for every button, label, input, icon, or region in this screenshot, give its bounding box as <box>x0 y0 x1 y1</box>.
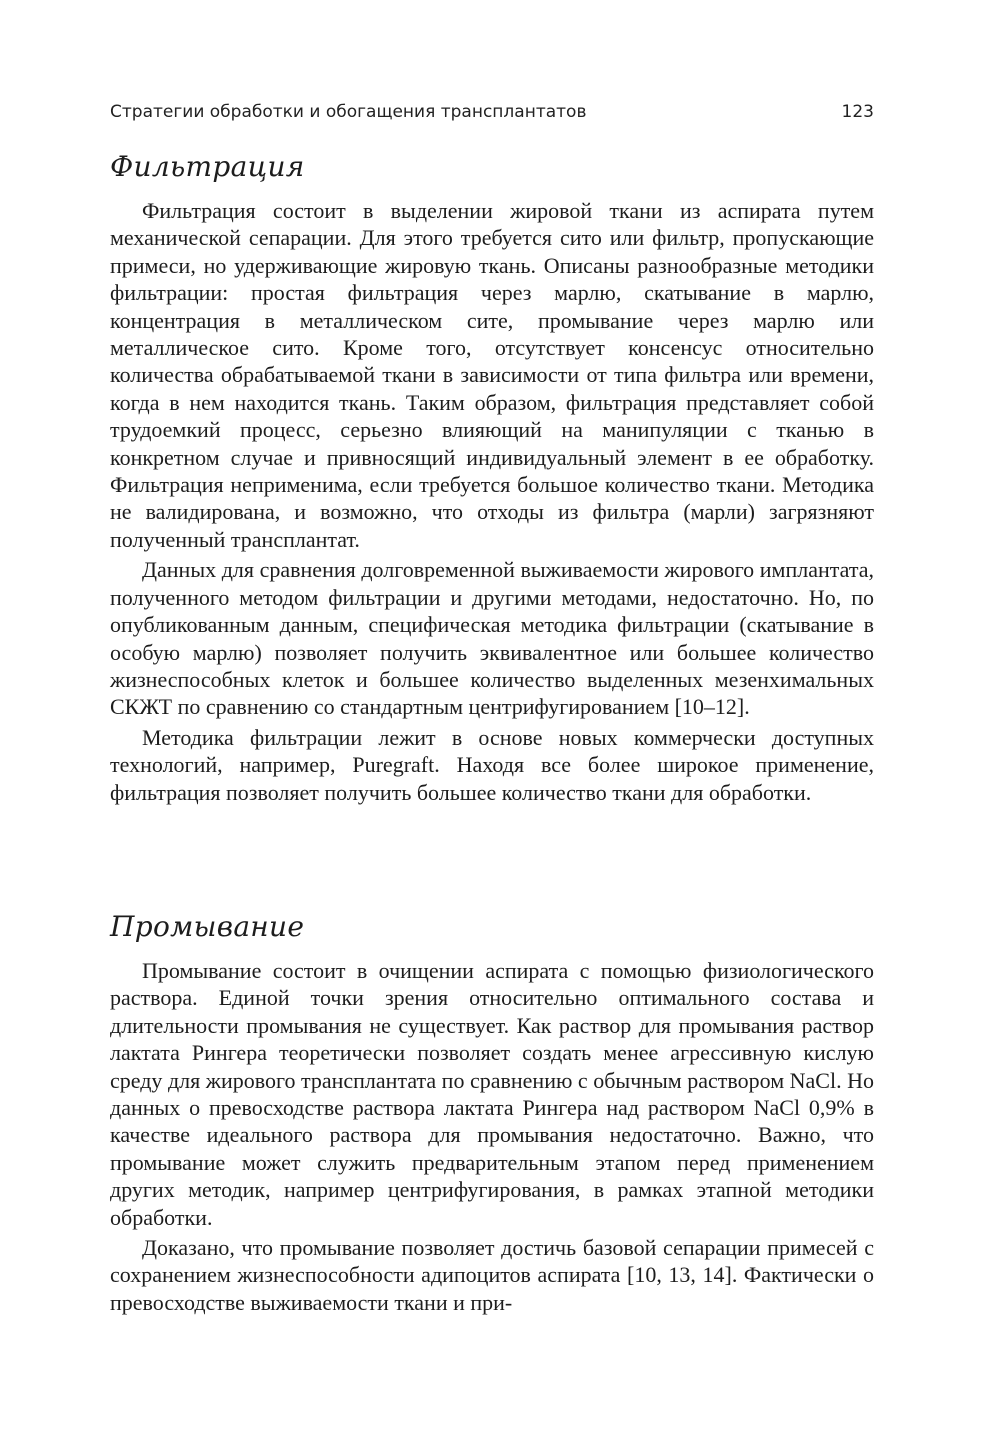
page-number: 123 <box>841 102 874 122</box>
section-heading-washing: Промывание <box>110 910 305 943</box>
paragraph: Фильтрация состоит в выделении жировой ткани из аспирата путем механической сепарации. Для этого требуется сито или фильтр, пропускающие примеси, но удерживающие жировую ткань. Описаны разнообразные методики фильтрации: простая фильтрация через марлю, скатывание в марлю, концентрация в металлическом сите, промывание через марлю или металлическое сито. Кроме того, отсутствует консенсус относительно количества обрабатываемой ткани в зависимости от типа фильтра или времени, когда в нем находится ткань. Таким образом, фильтрация представляет собой трудоемкий процесс, серьезно влияющий на манипуляции с тканью в конкретном случае и привносящий индивидуальный элемент в ее обработку. Фильтрация неприменима, если требуется большое количество ткани. Методика не валидирована, и возможно, что отходы из фильтра (марли) загрязняют полученный трансплантат. <box>110 198 874 552</box>
section-heading-filtration: Фильтрация <box>110 150 305 183</box>
section-body-filtration <box>110 197 874 809</box>
paragraph: Промывание состоит в очищении аспирата с помощью физиологического раствора. Единой точки зрения относительно оптимального состава и длительности промывания не существует. Как раствор для промывания раствор лактата Рингера теоретически позволяет создать менее агрессивную кислую среду для жирового трансплантата по сравнению с обычным раствором NaCl. Но данных о превосходстве раствора лактата Рингера над раствором NaCl 0,9% в качестве идеального раствора для промывания недостаточно. Важно, что промывание может служить предварительным этапом перед применением других методик, например центрифугирования, в рамках этапной методики обработки. <box>110 958 874 1230</box>
section-body-washing <box>110 957 874 1319</box>
running-header-title: Стратегии обработки и обогащения трансплантатов <box>110 102 587 122</box>
paragraph: Методика фильтрации лежит в основе новых коммерчески доступных технологий, например, Puregraft. Находя все более широкое применение, фильтрация позволяет получить большее количество ткани для обработки. <box>110 724 874 805</box>
paragraph: Данных для сравнения долговременной выживаемости жирового имплантата, полученного методом фильтрации и другими методами, недостаточно. Но, по опубликованным данным, специфическая методика фильтрации (скатывание в особую марлю) позволяет получить эквивалентное или большее количество жизнеспособных клеток и большее количество выделенных мезенхимальных СКЖТ по сравнению со стандартным центрифугированием [10–12]. <box>110 557 874 720</box>
running-header <box>110 102 874 130</box>
paragraph: Доказано, что промывание позволяет достичь базовой сепарации примесей с сохранением жизнеспособности адипоцитов аспирата [10, 13, 14]. Фактически о превосходстве выживаемости ткани и при- <box>110 1235 874 1315</box>
